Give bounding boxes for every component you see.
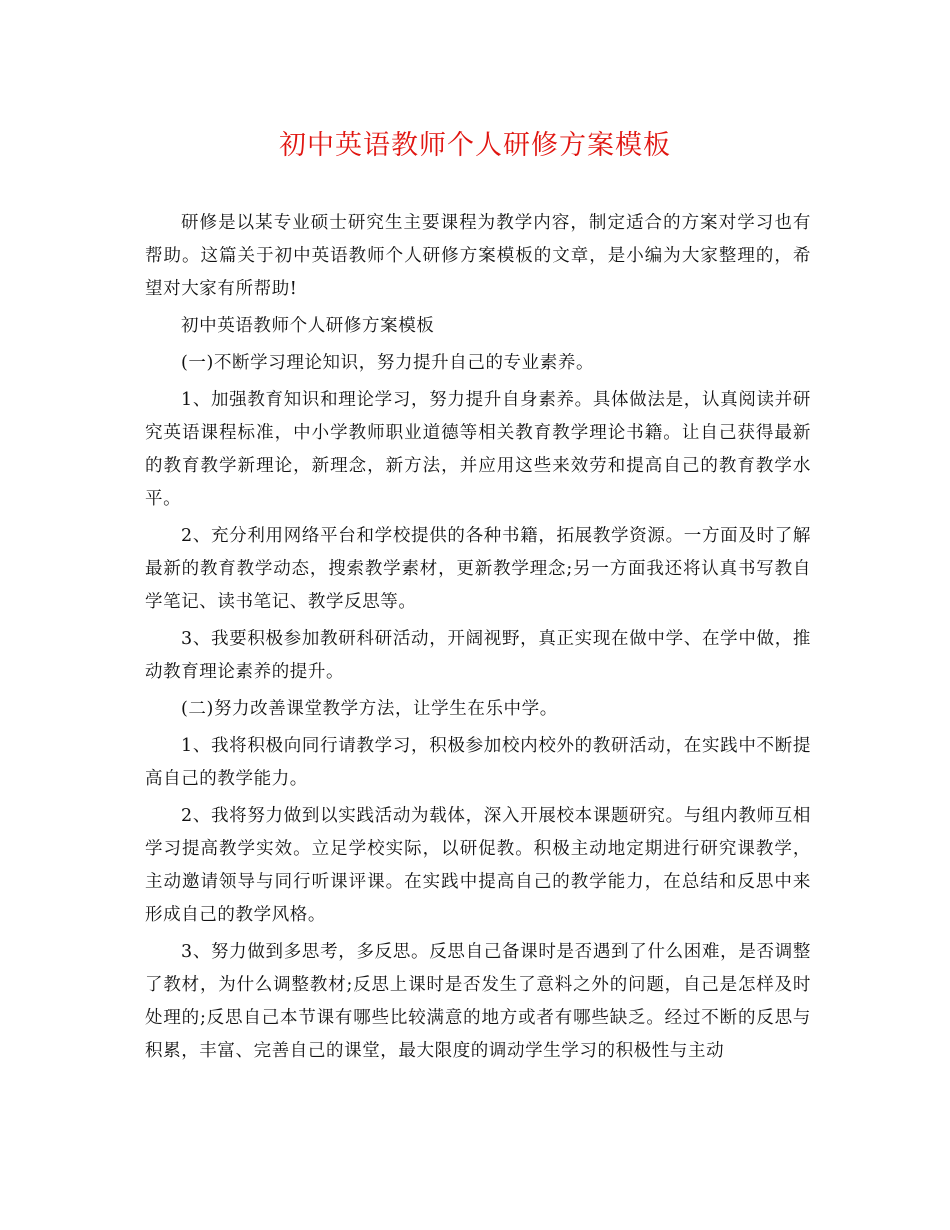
- document-body: [145, 207, 811, 1072]
- list-item-2-1: 1、我将积极向同行请教学习，积极参加校内校外的教研活动，在实践中不断提高自己的教学能力。: [145, 736, 811, 789]
- list-item-2-3: 3、努力做到多思考，多反思。反思自己备课时是否遇到了什么困难，是否调整了教材，为什么调整教材;反思上课时是否发生了意料之外的问题，自己是怎样及时处理的;反思自己本节课有哪些比较满意的地方或者有哪些缺乏。经过不断的反思与积累，丰富、完善自己的课堂，最大限度的调动学生学习的积极性与主动: [145, 942, 811, 1061]
- list-item-1-2: 2、充分利用网络平台和学校提供的各种书籍，拓展教学资源。一方面及时了解最新的教育教学动态，搜索教学素材，更新教学理念;另一方面我还将认真书写教自学笔记、读书笔记、教学反思等。: [145, 526, 811, 612]
- list-item-1-3: 3、我要积极参加教研科研活动，开阔视野，真正实现在做中学、在学中做，推动教育理论素养的提升。: [145, 629, 811, 682]
- section-heading-1: (一)不断学习理论知识，努力提升自己的专业素养。: [181, 353, 595, 373]
- subtitle-paragraph: 初中英语教师个人研修方案模板: [181, 316, 435, 336]
- list-item-2-2: 2、我将努力做到以实践活动为载体，深入开展校本课题研究。与组内教师互相学习提高教学实效。立足学校实际，以研促教。积极主动地定期进行研究课教学，主动邀请领导与同行听课评课。在实践中提高自己的教学能力，在总结和反思中来形成自己的教学风格。: [145, 806, 811, 925]
- section-heading-2: (二)努力改善课堂教学方法，让学生在乐中学。: [181, 699, 558, 719]
- document-title: 初中英语教师个人研修方案模板: [279, 130, 671, 161]
- intro-paragraph: 研修是以某专业硕士研究生主要课程为教学内容，制定适合的方案对学习也有帮助。这篇关于初中英语教师个人研修方案模板的文章，是小编为大家整理的，希望对大家有所帮助!: [145, 213, 811, 299]
- list-item-1-1: 1、加强教育知识和理论学习，努力提升自身素养。具体做法是，认真阅读并研究英语课程标准，中小学教师职业道德等相关教育教学理论书籍。让自己获得最新的教育教学新理论，新理念，新方法，并应用这些来效劳和提高自己的教育教学水平。: [145, 390, 811, 509]
